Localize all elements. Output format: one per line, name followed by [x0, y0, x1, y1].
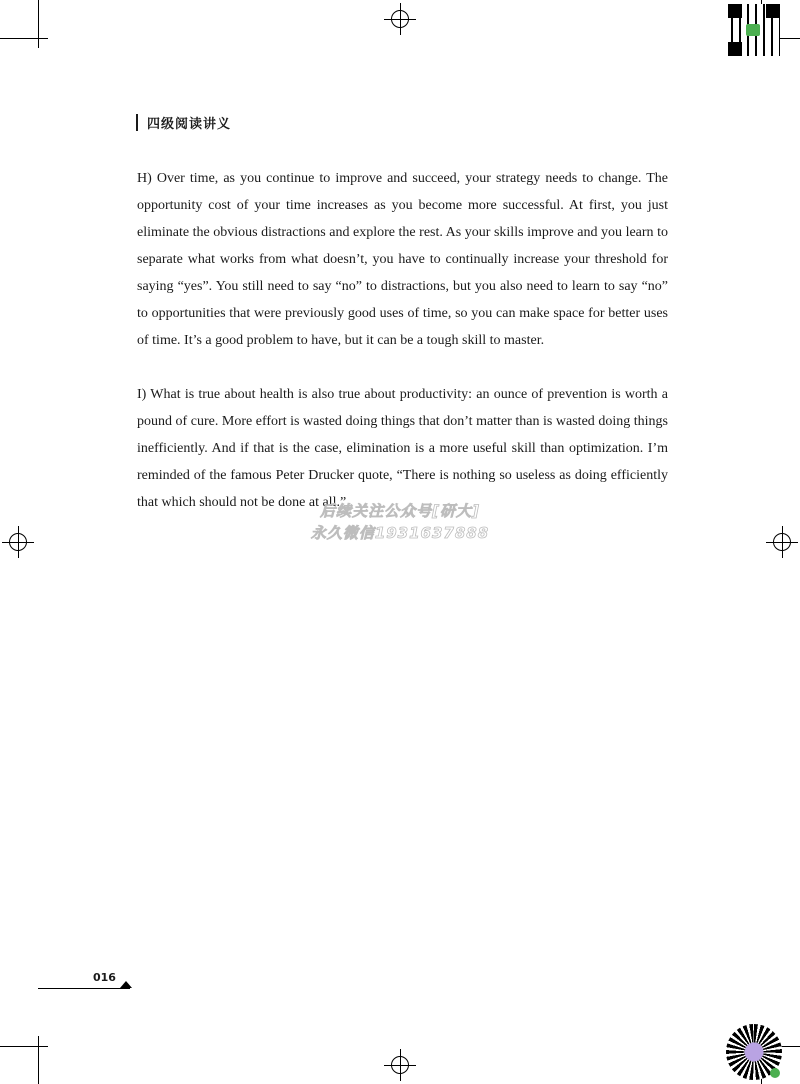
footer-triangle-icon [120, 981, 132, 988]
watermark [300, 500, 500, 544]
footer-rule [38, 988, 130, 989]
qr-code-bottom [726, 1024, 782, 1080]
paragraph-i: I) What is true about health is also true about productivity: an ounce of prevention is worth a pound of cure. More effort is wasted doing things that don’t matter than is wasted doing things inefficiently. And if that is the case, elimination is a more useful skill than optimization. I’m reminded of the famous Peter Drucker quote, “There is nothing so useless as doing efficiently that which should not be done at all.” [137, 387, 668, 510]
running-header [136, 113, 231, 132]
qr-code-top [728, 4, 780, 56]
registration-mark-right [773, 533, 791, 551]
header-rule [136, 114, 138, 131]
page-number: 016 [93, 971, 116, 984]
paragraph-h: H) Over time, as you continue to improve and succeed, your strategy needs to change. The opportunity cost of your time increases as you become more successful. At first, you just eliminate the obvious distractions and explore the rest. As your skills improve and you learn to separate what works from what doesn’t, you have to continually increase your threshold for saying “yes”. You still need to say “no” to distractions, but you also need to learn to say “no” to opportunities that were previously good uses of time, so you can make space for better uses of time. It’s a good problem to have, but it can be a tough skill to master. [137, 171, 668, 348]
crop-mark [38, 0, 39, 48]
crop-mark [38, 1036, 39, 1084]
crop-mark [0, 38, 48, 39]
crop-mark [0, 1046, 48, 1047]
reading-passage [137, 165, 668, 516]
registration-mark-left [9, 533, 27, 551]
registration-mark-top [391, 10, 409, 28]
watermark-line-2: 永久微信19316​37888 [310, 524, 490, 542]
watermark-line-1: 后续关注公众号[研大] [320, 502, 480, 520]
header-title: 四级阅读讲义 [147, 117, 232, 132]
registration-mark-bottom [391, 1056, 409, 1074]
